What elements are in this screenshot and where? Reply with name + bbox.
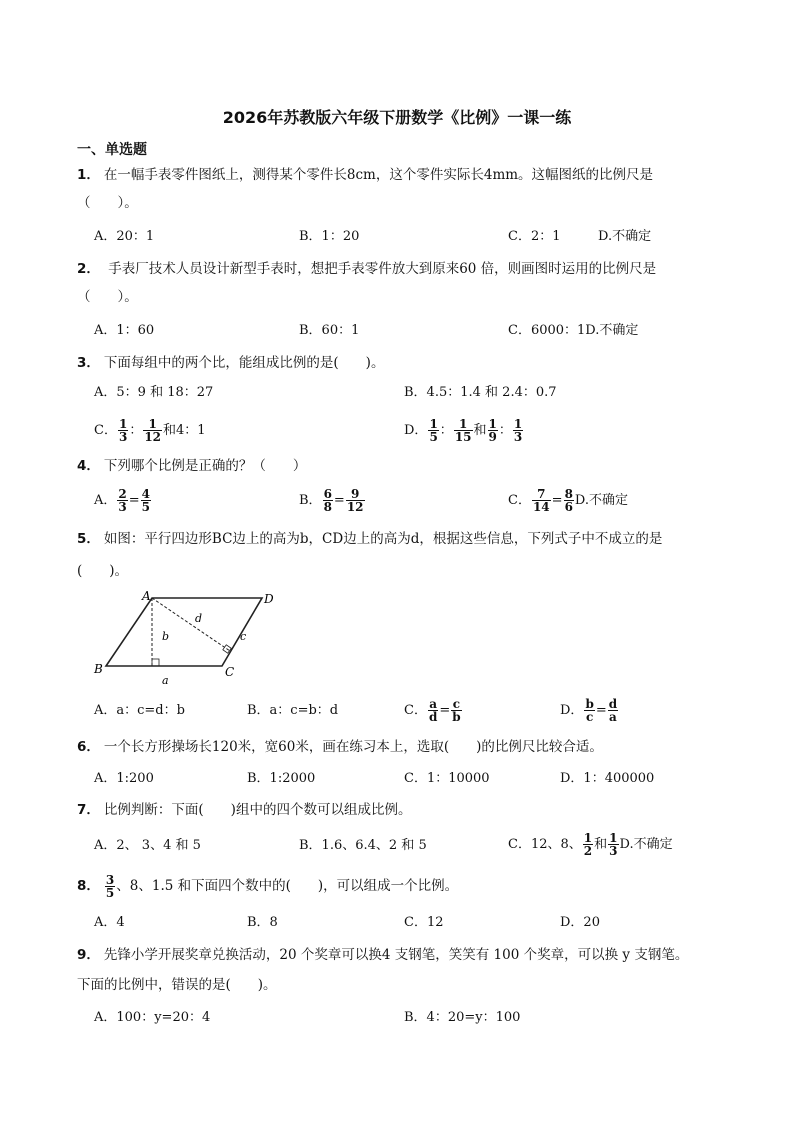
question-1-blank: （ ）。 xyxy=(77,195,138,211)
option-c[interactable]: C．2：1 xyxy=(508,229,561,244)
option-b[interactable]: B．60：1 xyxy=(299,323,360,338)
option-b[interactable]: B．4.5：1.4 和 2.4：0.7 xyxy=(404,385,557,400)
option-label: C．12、8、 xyxy=(508,837,582,852)
fraction: $\frac{9}{12}$ xyxy=(346,487,364,514)
question-8 xyxy=(77,874,727,899)
side-b-label: b xyxy=(162,630,170,643)
option-c[interactable]: C． $\frac{7}{14}$ = $\frac{8}{6}$ D.不确定 xyxy=(508,487,629,514)
option-a[interactable]: A．20：1 xyxy=(94,229,155,244)
option-b[interactable]: B． $\frac{6}{8}$ = $\frac{9}{12}$ xyxy=(299,487,364,514)
question-text: 如图：平行四边形BC边上的高为b，CD边上的高为d，根据这些信息，下列式子中不成立的是 xyxy=(103,531,663,547)
question-number: 1． xyxy=(77,167,100,183)
vertex-b-label: B xyxy=(94,662,103,676)
option-a[interactable]: A．2、 3、4 和 5 xyxy=(94,838,201,853)
option-c[interactable]: C． $\frac{1}{3}$ ： $\frac{1}{12}$ 和4：1 xyxy=(94,417,206,444)
fraction: $\frac{8}{6}$ xyxy=(564,487,573,514)
fraction: $\frac{c}{b}$ xyxy=(452,697,461,724)
option-a[interactable]: A． $\frac{2}{3}$ = $\frac{4}{5}$ xyxy=(94,487,151,514)
fraction: $\frac{1}{2}$ xyxy=(583,831,593,858)
option-c[interactable]: C．1：10000 xyxy=(404,771,490,786)
option-d[interactable]: D．20 xyxy=(560,915,600,930)
fraction: $\frac{4}{5}$ xyxy=(141,487,151,514)
question-2-blank: （ ）。 xyxy=(77,289,138,305)
question-text: 先锋小学开展奖章兑换活动，20 个奖章可以换4 支钢笔，笑笑有 100 个奖章，可以换 y 支钢笔。 xyxy=(103,947,689,963)
option-b[interactable]: B．1.6、6.4、2 和 5 xyxy=(299,838,427,853)
option-d[interactable]: D． $\frac{b}{c}$ = $\frac{d}{a}$ xyxy=(560,697,618,724)
fraction: $\frac{6}{8}$ xyxy=(323,487,332,514)
question-text: 在一幅手表零件图纸上，测得某个零件长8cm，这个零件实际长4mm。这幅图纸的比例尺是 xyxy=(103,167,654,183)
option-c[interactable]: C． $\frac{a}{d}$ = $\frac{c}{b}$ xyxy=(404,697,461,724)
vertex-c-label: C xyxy=(225,665,235,679)
question-1 xyxy=(77,164,727,186)
question-number: 3． xyxy=(77,355,100,371)
question-text: 一个长方形操场长120米，宽60米，画在练习本上，选取( )的比例尺比较合适。 xyxy=(103,739,603,755)
question-number: 9． xyxy=(77,947,100,963)
option-d[interactable]: D． $\frac{1}{5}$ ： $\frac{1}{15}$ 和 $\frac{1}{9}$ ： $\frac{1}{3}$ xyxy=(404,417,523,444)
option-b[interactable]: B．1：20 xyxy=(299,229,360,244)
side-a-label: a xyxy=(162,674,169,687)
fraction: $\frac{7}{14}$ xyxy=(532,487,550,514)
question-3 xyxy=(77,352,727,374)
question-7 xyxy=(77,799,727,821)
option-a[interactable]: A．5：9 和 18：27 xyxy=(94,385,214,400)
question-number: 7． xyxy=(77,802,100,818)
question-4 xyxy=(77,455,727,477)
fraction: $\frac{1}{15}$ xyxy=(454,417,472,444)
option-label: C． xyxy=(404,703,427,718)
fraction: $\frac{2}{3}$ xyxy=(118,487,127,514)
option-label: A． xyxy=(94,493,117,508)
option-label: B． xyxy=(299,493,322,508)
question-2 xyxy=(77,258,727,280)
option-c[interactable]: C．6000：1D.不确定 xyxy=(508,323,639,338)
right-angle-mark xyxy=(152,659,159,666)
question-text: 手表厂技术人员设计新型手表时，想把手表零件放大到原来60 倍，则画图时运用的比例尺是 xyxy=(103,261,657,277)
fraction: $\frac{1}{9}$ xyxy=(488,417,497,444)
question-number: 8． xyxy=(77,878,100,894)
question-6 xyxy=(77,736,727,758)
option-label: C． xyxy=(508,493,531,508)
option-text: 和4：1 xyxy=(163,423,206,438)
option-a[interactable]: A．a：c=d：b xyxy=(94,703,185,718)
fraction: $\frac{b}{c}$ xyxy=(585,697,594,724)
option-b[interactable]: B．8 xyxy=(247,915,278,930)
question-text: 比例判断：下面( )组中的四个数可以组成比例。 xyxy=(103,802,412,818)
fraction: $\frac{1}{12}$ xyxy=(144,417,162,444)
question-9-line2: 下面的比例中，错误的是( )。 xyxy=(77,977,277,993)
question-text: 下列哪个比例是正确的？（ ） xyxy=(103,458,307,474)
question-5-blank: ( )。 xyxy=(77,563,129,579)
option-label: D． xyxy=(560,703,584,718)
question-number: 6． xyxy=(77,739,100,755)
option-a[interactable]: A．100：y=20：4 xyxy=(94,1010,211,1025)
vertex-d-label: D xyxy=(264,592,274,606)
question-number: 2． xyxy=(77,261,100,277)
option-text: D.不确定 xyxy=(574,493,629,508)
fraction: $\frac{1}{5}$ xyxy=(429,417,438,444)
option-b[interactable]: B．1:2000 xyxy=(247,771,316,786)
option-a[interactable]: A．4 xyxy=(94,915,125,930)
question-5 xyxy=(77,528,727,550)
side-d-label: d xyxy=(195,612,203,625)
fraction: $\frac{a}{d}$ xyxy=(428,697,438,724)
fraction: $\frac{1}{3}$ xyxy=(118,417,128,444)
option-c[interactable]: C．12、8、 $\frac{1}{2}$ 和 $\frac{1}{3}$ D.不确定 xyxy=(508,831,673,858)
question-number: 4． xyxy=(77,458,100,474)
option-label: C． xyxy=(94,423,117,438)
option-a[interactable]: A．1:200 xyxy=(94,771,154,786)
parallelogram-diagram xyxy=(92,588,282,688)
fraction: $\frac{1}{3}$ xyxy=(513,417,523,444)
question-number: 5． xyxy=(77,531,100,547)
parallelogram-shape xyxy=(106,598,262,666)
fraction: $\frac{3}{5}$ xyxy=(105,873,115,900)
section-heading: 一、单选题 xyxy=(77,142,147,158)
option-text: D.不确定 xyxy=(619,837,673,852)
fraction: $\frac{d}{a}$ xyxy=(608,697,618,724)
page-title: 2026年苏教版六年级下册数学《比例》一课一练 xyxy=(222,108,572,127)
question-9 xyxy=(77,944,727,966)
option-label: D． xyxy=(404,423,428,438)
option-b[interactable]: B．4：20=y：100 xyxy=(404,1010,521,1025)
option-c[interactable]: C．12 xyxy=(404,915,444,930)
option-d[interactable]: D．1：400000 xyxy=(560,771,655,786)
option-b[interactable]: B．a：c=b：d xyxy=(247,703,339,718)
question-text: 、8、1.5 和下面四个数中的( )，可以组成一个比例。 xyxy=(116,878,459,894)
option-d[interactable]: D.不确定 xyxy=(598,229,652,244)
fraction: $\frac{1}{3}$ xyxy=(609,831,618,858)
height-d-line xyxy=(152,598,230,651)
question-text: 下面每组中的两个比，能组成比例的是( )。 xyxy=(103,355,385,371)
option-a[interactable]: A．1：60 xyxy=(94,323,155,338)
vertex-a-label: A xyxy=(142,589,151,603)
side-c-label: c xyxy=(240,630,247,643)
